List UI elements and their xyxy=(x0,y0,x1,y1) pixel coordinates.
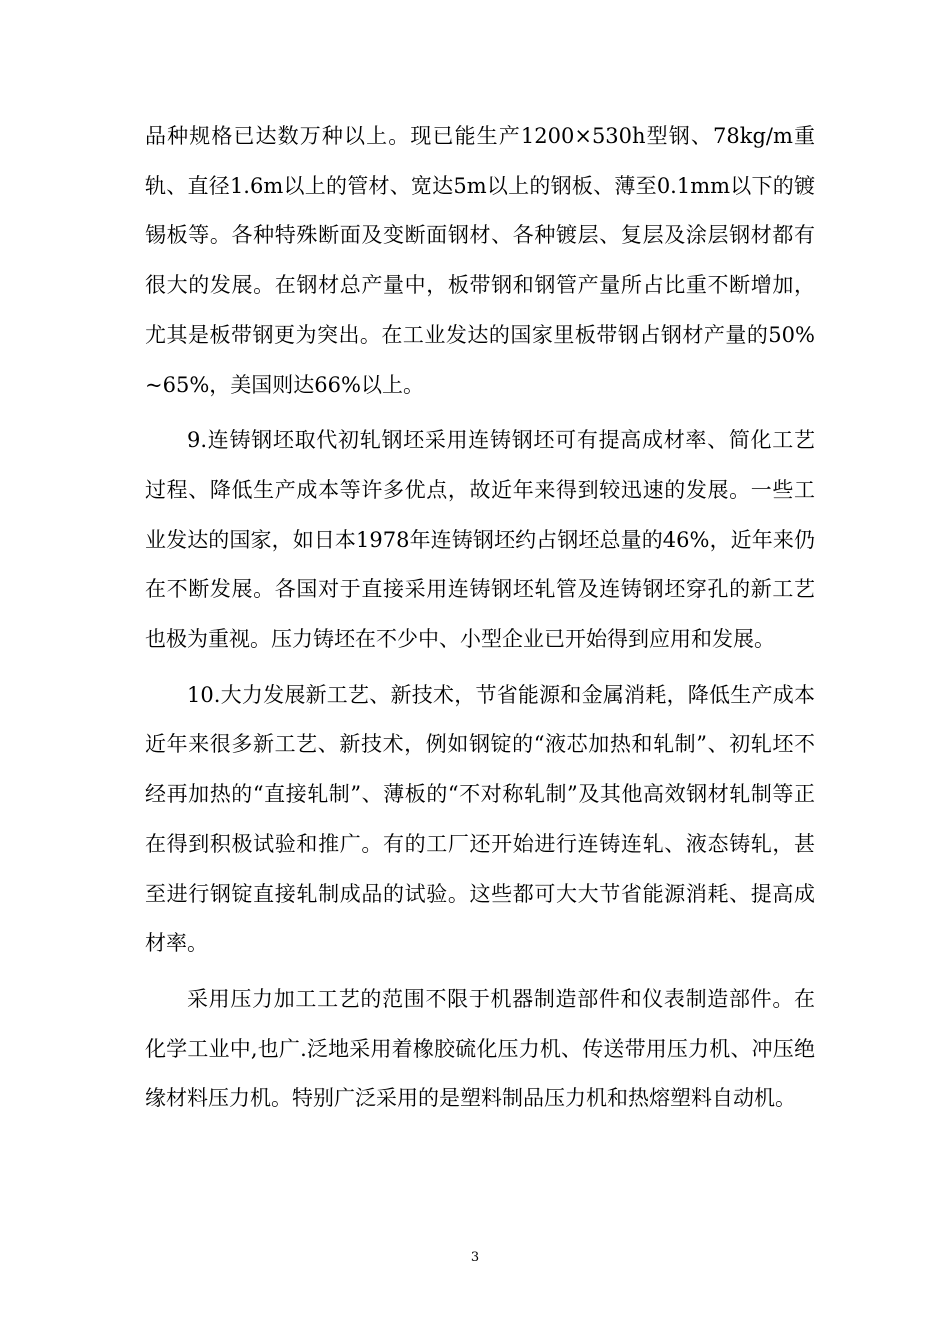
paragraph-item-9: 9.连铸钢坯取代初轧钢坯采用连铸钢坯可有提高成材率、简化工艺过程、降低生产成本等许多优点，故近年来得到较迅速的发展。一些工业发达的国家，如日本1978年连铸钢坯约占钢坯总量的46%，近年来仍在不断发展。各国对于直接采用连铸钢坯轧管及连铸钢坯穿孔的新工艺也极为重视。压力铸坯在不少中、小型企业已开始得到应用和发展。 xyxy=(145,428,815,652)
paragraph-item-10: 10.大力发展新工艺、新技术，节省能源和金属消耗，降低生产成本近年来很多新工艺、新技术，例如钢锭的“液芯加热和轧制”、初轧坯不经再加热的“直接轧制”、薄板的“不对称轧制”及其他高效钢材轧制等正在得到积极试验和推广。有的工厂还开始进行连铸连轧、液态铸轧，甚至进行钢锭直接轧制成品的试验。这些都可大大节省能源消耗、提高成材率。 xyxy=(145,682,815,956)
paragraph-closing: 采用压力加工工艺的范围不限于机器制造部件和仪表制造部件。在化学工业中,也广.泛地采用着橡胶硫化压力机、传送带用压力机、冲压绝缘材料压力机。特别广泛采用的是塑料制品压力机和热熔塑料自动机。 xyxy=(145,986,815,1111)
page-number: 3 xyxy=(470,1250,480,1265)
body-text xyxy=(145,112,815,1130)
paragraph-continuation: 品种规格已达数万种以上。现已能生产1200×530h型钢、78kg/m重轨、直径1.6m以上的管材、宽达5m以上的钢板、薄至0.1mm以下的镀锡板等。各种特殊断面及变断面钢材、各种镀层、复层及涂层钢材都有很大的发展。在钢材总产量中，板带钢和钢管产量所占比重不断增加，尤其是板带钢更为突出。在工业发达的国家里板带钢占钢材产量的50%~65%，美国则达66%以上。 xyxy=(145,124,815,397)
